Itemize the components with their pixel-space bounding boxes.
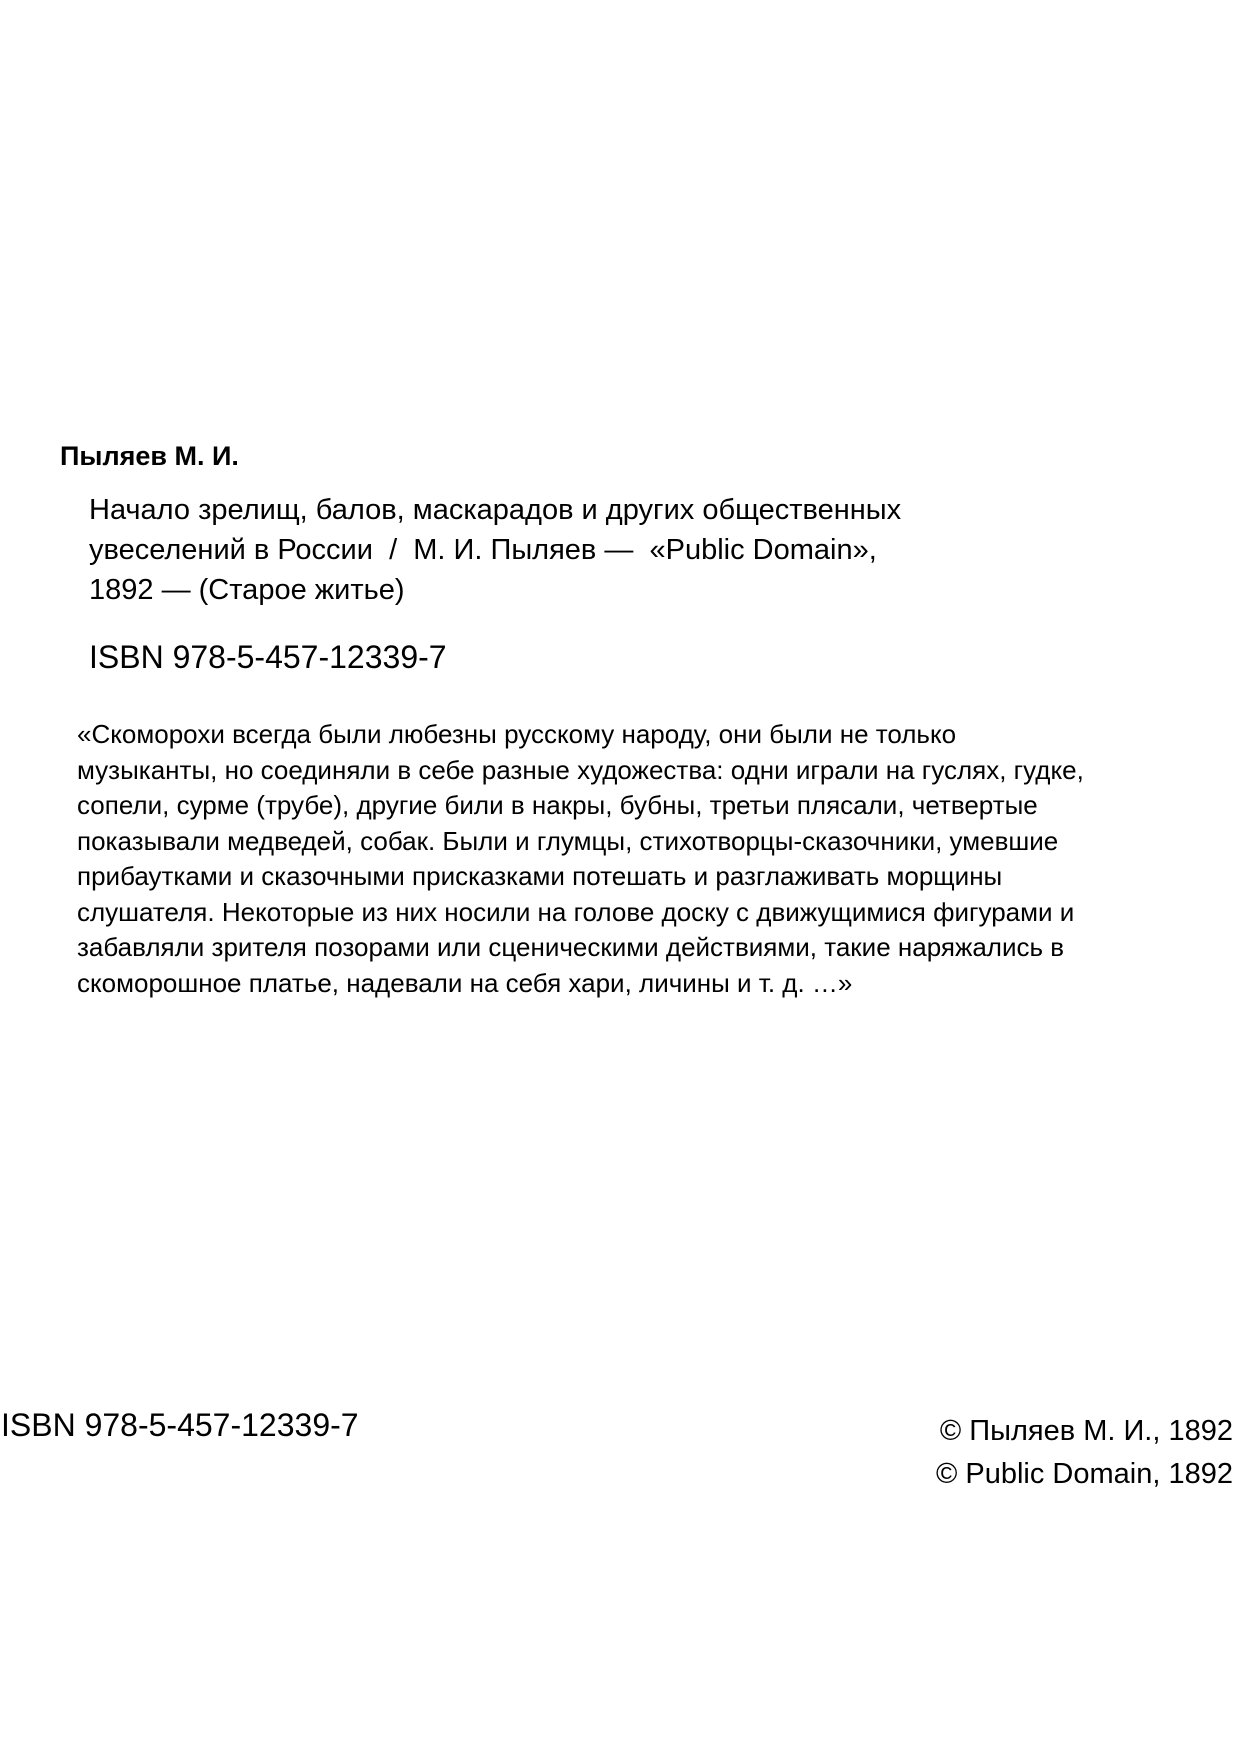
- annotation-line: забавляли зрителя позорами или сценическими действиями, такие наряжались в: [77, 932, 1065, 962]
- annotation-line: прибаутками и сказочными присказками потешать и разглаживать морщины: [77, 861, 1003, 891]
- annotation-line: показывали медведей, собак. Были и глумцы, стихотворцы-сказочники, умевшие: [77, 825, 1059, 856]
- author-heading: Пыляев М. И.: [60, 441, 239, 471]
- annotation-line: «Скоморохи всегда были любезны русскому народу, они были не только: [77, 719, 957, 749]
- isbn-main: ISBN 978-5-457-12339-7: [89, 639, 447, 675]
- isbn-footer: ISBN 978-5-457-12339-7: [1, 1407, 359, 1443]
- annotation: [77, 717, 1237, 1001]
- copyright-block: [936, 1410, 1233, 1496]
- annotation-line: скоморошное платье, надевали на себя хари, личины и т. д. …»: [77, 967, 853, 998]
- bib-line: увеселений в России / М. И. Пыляев — «Public Domain»,: [89, 534, 877, 566]
- annotation-line: слушателя. Некоторые из них носили на голове доску с движущимися фигурами и: [77, 896, 1075, 927]
- annotation-line: сопели, сурме (трубе), другие били в накры, бубны, третьи плясали, четвертые: [77, 790, 1038, 820]
- bib-line: Начало зрелищ, балов, маскарадов и других общественных: [89, 494, 902, 526]
- annotation-line: музыканты, но соединяли в себе разные художества: одни играли на гуслях, гудке,: [77, 754, 1084, 785]
- bib-line: 1892 — (Старое житье): [89, 574, 405, 606]
- copyright-author: © Пыляев М. И., 1892: [939, 1415, 1233, 1447]
- copyright-publisher: © Public Domain, 1892: [935, 1458, 1233, 1490]
- bibliographic-record: [89, 490, 1089, 610]
